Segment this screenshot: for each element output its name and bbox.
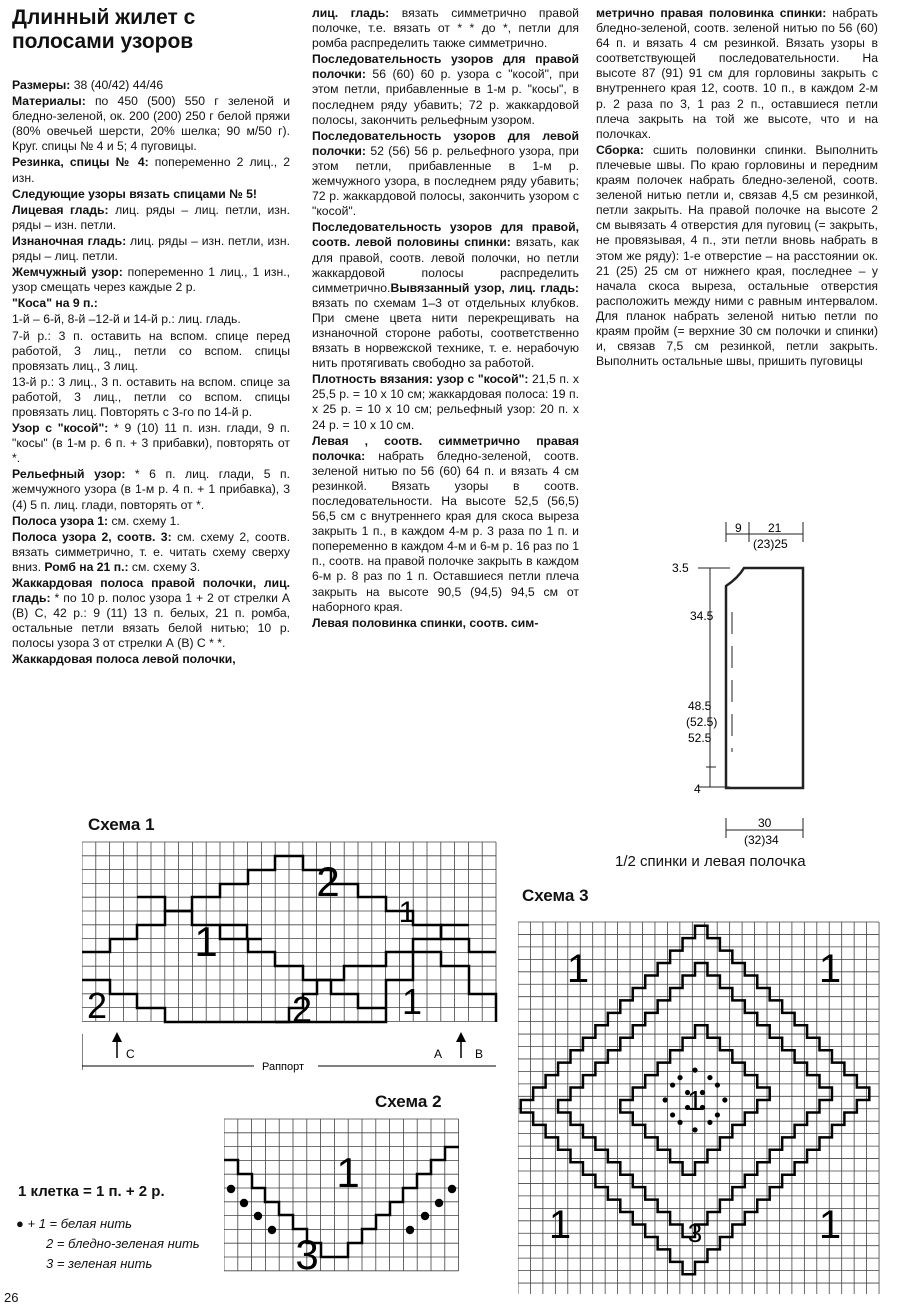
chart-3-dot xyxy=(715,1082,720,1087)
bold-lead: Резинка, спицы № 4: xyxy=(12,155,149,170)
legend-line-1: + 1 = белая нить xyxy=(27,1216,133,1231)
col2-paragraph xyxy=(312,6,579,51)
chart-1-number-1a: 1 xyxy=(194,918,218,965)
chart-3-number-1-bl: 1 xyxy=(548,1203,572,1247)
chart-3-number-1-center: 1 xyxy=(687,1085,703,1116)
legend-line-2: 2 = бледно-зеленая нить xyxy=(46,1236,200,1251)
chart-1-number-1c: 1 xyxy=(401,981,423,1022)
chart-1-grid xyxy=(82,838,502,1078)
chart-1-number-2b: 2 xyxy=(86,985,108,1026)
legend-line-3: 3 = зеленая нить xyxy=(46,1256,153,1271)
bold-lead: Жаккардовая полоса левой полочки, xyxy=(12,652,236,667)
chart-3-grid xyxy=(518,920,880,1294)
chart-3-number-1-tl: 1 xyxy=(566,947,590,991)
dim-4: 4 xyxy=(694,782,701,796)
garment-schematic xyxy=(660,512,900,877)
chart-3-dot xyxy=(677,1120,682,1125)
bold-lead: Жемчужный узор: xyxy=(12,265,123,280)
chart-1-rapport-label: Раппорт xyxy=(262,1061,305,1073)
chart-3-dot xyxy=(677,1075,682,1080)
paragraph-text: 13-й р.: 3 лиц., 3 п. оставить на вспом. спице за работой, 3 лиц., петли со вспом. спицы провязать лиц. Повторять с 3-го по 14-й р. xyxy=(12,374,290,419)
chart-2-dot xyxy=(268,1226,276,1234)
chart-2-dot xyxy=(448,1185,456,1193)
paragraph-text: вязать симметрично правой полочке, т.е. вязать от * * до *, петли для ромба распределить также симметрично. xyxy=(312,6,579,51)
bold-lead: Рельефный узор: xyxy=(12,467,126,482)
chart-1-number-2a: 2 xyxy=(316,858,340,905)
bold-lead: Размеры: xyxy=(12,78,71,92)
paragraph-text: вязать по схемам 1–3 от отдельных клубков. При смене цвета нити перекрещивать на изнаночной стороне работы, соответственно вязать в норвежской технике, т. е. нерабочую нить протягивать свободно за работой. xyxy=(312,295,579,371)
col1-paragraph xyxy=(12,514,290,529)
col1-paragraph xyxy=(12,375,290,420)
col2-paragraph xyxy=(312,129,579,220)
paragraph-text: 38 (40/42) 44/46 xyxy=(70,78,164,92)
chart-2-dot xyxy=(240,1199,248,1207)
chart-3-dot xyxy=(692,1068,697,1073)
col1-paragraph xyxy=(12,329,290,374)
chart-1-arrow-c-head xyxy=(112,1032,122,1042)
chart-3-dot xyxy=(692,1127,697,1132)
chart-2-title: Схема 2 xyxy=(375,1092,442,1111)
paragraph-text: лиц. ряды – лиц. петли, изн. ряды – изн. петли. xyxy=(12,202,290,232)
dim-top-c: (23)25 xyxy=(753,537,788,551)
chart-2-dot xyxy=(254,1212,262,1220)
paragraph-text: см. схему 1. xyxy=(108,513,180,528)
paragraph-text: * 6 п. лиц. глади, 5 п. жемчужного узора (в 1-м р. 4 п. + 1 прибавка), 3 (4) 5 п. лиц. глади, повторять от *. xyxy=(12,467,290,512)
chart-1-label-a: A xyxy=(434,1047,443,1061)
paragraph-text: вязать, как для правой, соотв. левой полочки, но петли жаккардовой полосы распределить симметрично. xyxy=(312,235,580,295)
bold-lead: Жаккардовая полоса правой полочки, лиц. гладь: xyxy=(12,576,290,606)
chart-1-number-2c: 2 xyxy=(291,989,313,1030)
dim-52-5: 52.5 xyxy=(688,731,712,745)
legend-cell: 1 клетка = 1 п. + 2 р. xyxy=(18,1183,165,1200)
col1-paragraph xyxy=(12,296,290,311)
chart-2-number-1: 1 xyxy=(336,1149,360,1196)
col1-paragraph xyxy=(12,234,290,264)
paragraph-text: см. схему 3. xyxy=(128,559,201,574)
paragraph-text: * по 10 р. полос узора 1 + 2 от стрелки А (В) С, 42 р.: 9 (11) 13 п. белых, 21 п. ромба, остальные петли вязать белой нитью; 10 р. полосы узора 3 от стрелки А (В) С * *. xyxy=(12,591,290,651)
chart-3-dot xyxy=(707,1120,712,1125)
column-3-body xyxy=(596,6,878,369)
paragraph-text: * 9 (10) 11 п. изн. глади, 9 п. "косы" (в 1-м р. 6 п. + 3 прибавки), повторять от *. xyxy=(12,421,290,466)
paragraph-text: по 450 (500) 550 г зеленой и бледно-зеленой, ок. 200 (200) 250 г белой пряжи (80% овечьей шерсти, 20% шелка; 90 м/50 г). Круг. спицы № 4 и 5; 4 пуговицы. xyxy=(12,94,290,154)
bold-lead: Сборка: xyxy=(596,142,644,157)
bold-lead: Полоса узора 1: xyxy=(12,513,109,528)
paragraph-text: 7-й р.: 3 п. оставить на вспом. спице перед работой, 3 лиц., петли со вспом. спицы провязать лиц., 3 лиц. xyxy=(12,328,290,373)
bold-lead: Лицевая гладь: xyxy=(12,202,109,217)
bold-lead: Узор с "косой": xyxy=(12,421,109,436)
bullet-icon: ● xyxy=(16,1216,24,1231)
bold-lead: Последовательность узоров для левой полочки: xyxy=(312,128,579,158)
chart-2-dot xyxy=(406,1226,414,1234)
chart-2-dot xyxy=(421,1212,429,1220)
col2-paragraph xyxy=(312,372,579,432)
paragraph-text: попеременно 1 лиц., 1 изн., узор смещать через каждые 2 р. xyxy=(12,265,291,295)
paragraph-text: 56 (60) 60 р. узора с "косой", при этом петли, прибавленные в 1-м р. "косы", в последнем ряду убавить; 72 р. жаккардовой полосы, закончить рельефным узором. xyxy=(312,67,579,127)
chart-3-dot xyxy=(707,1075,712,1080)
bold-lead: Левая половинка спинки, соотв. сим- xyxy=(312,615,539,630)
paragraph-text: лиц. ряды – изн. петли, изн. ряды – лиц. петли. xyxy=(12,233,290,264)
bold-lead: Последовательность узоров для правой, соотв. левой половины спинки: xyxy=(312,220,579,250)
dim-34-5: 34.5 xyxy=(690,609,714,623)
bold-lead: Последовательность узоров для правой полочки: xyxy=(312,52,579,82)
chart-2-dot xyxy=(227,1185,235,1193)
dim-top-a: 9 xyxy=(735,521,742,535)
col1-paragraph xyxy=(12,94,290,154)
chart-3-number-3: 3 xyxy=(687,1218,703,1248)
bold-lead: метрично правая половинка спинки: xyxy=(596,6,827,20)
bold-lead: Плотность вязания: узор с "косой": xyxy=(312,372,529,387)
dim-top-b: 21 xyxy=(768,521,782,535)
text-column-3 xyxy=(596,6,878,370)
col1-paragraph xyxy=(12,187,290,202)
legend xyxy=(16,1214,200,1274)
schematic-caption: 1/2 спинки и левая полочка xyxy=(615,853,806,870)
dim-52-5-paren: (52.5) xyxy=(686,715,718,729)
column-2-body xyxy=(312,6,579,631)
bold-lead: Материалы: xyxy=(12,94,86,109)
chart-2-number-3: 3 xyxy=(295,1231,319,1273)
bold-lead: лиц. гладь: xyxy=(312,6,390,20)
col1-paragraph xyxy=(12,467,290,512)
paragraph-text: 52 (56) 56 р. рельефного узора, при этом петли, прибавленные в 1-м р. жемчужного узора, в последнем ряду убавить; 72 р. жаккардовой полосы, закончить узором с "косой". xyxy=(312,143,579,219)
col1-paragraph xyxy=(12,78,290,93)
dim-bottom-a: 30 xyxy=(758,816,772,830)
chart-2-dot xyxy=(435,1199,443,1207)
chart-1-triangle xyxy=(220,925,262,939)
col1-paragraph xyxy=(12,312,290,327)
paragraph-text: набрать бледно-зеленой, соотв. зеленой нитью по 56 (60) 64 п. и вязать 4 см резинкой. Вязать узоры в соотв. последовательности. На высоте 52,5 (56,5) 56,5 см с внутреннего края для скоса выреза закрыть 1 п., в каждом 4-м р. 3 раза по 1 п. и попеременно в каждом 4-м и 6-м р. 16 раз по 1 п., соотв. на правой полочке закрыть в каждом 6-м р. 8 раз по 1 п. Оставшиеся петли плеча закрыть на высоте 90,5 (94,5) 94,5 см от наборного края. xyxy=(312,448,579,614)
text-column-2 xyxy=(312,6,579,632)
page-number: 26 xyxy=(4,1290,19,1305)
chart-3-dot xyxy=(663,1097,668,1102)
chart-1-label-b: B xyxy=(475,1047,484,1061)
page-title: Длинный жилет с полосами узоров xyxy=(12,6,196,53)
chart-1-title: Схема 1 xyxy=(88,815,155,834)
chart-3-dot xyxy=(715,1112,720,1117)
chart-1-arrow-ab-head xyxy=(456,1032,466,1042)
dim-bottom-b: (32)34 xyxy=(744,833,779,847)
col1-paragraph xyxy=(12,203,290,233)
col1-paragraph xyxy=(12,530,290,575)
col1-paragraph xyxy=(12,652,290,667)
col3-paragraph xyxy=(596,6,878,142)
col3-paragraph xyxy=(596,143,878,369)
bold-lead: "Коса" на 9 п.: xyxy=(12,296,98,311)
paragraph-text: набрать бледно-зеленой, соотв. зеленой нитью по 56 (60) 64 п. и вязать 4 см резинкой. Вязать узоры в соответствующей последовательности. На высоте 87 (91) 91 см для горловины закрыть с внутреннего края 12, соотв. 10 п., в каждом 2-м р. 2 раза по 3, 1 раз 2 п., оставшиеся петли плеча закрыть на той же высоте, что и на полочках. xyxy=(596,6,878,141)
col1-paragraph xyxy=(12,155,290,185)
col2-paragraph xyxy=(312,52,579,127)
col1-paragraph xyxy=(12,576,290,651)
col2-paragraph xyxy=(312,434,579,615)
paragraph-text: попеременно 2 лиц., 2 изн. xyxy=(12,155,290,185)
dim-3-5: 3.5 xyxy=(672,561,689,575)
chart-1-label-c: C xyxy=(126,1047,135,1061)
column-1-body xyxy=(12,78,290,668)
chart-3-dot xyxy=(722,1097,727,1102)
chart-3-dot xyxy=(670,1112,675,1117)
text-column-1 xyxy=(12,6,290,669)
bold-lead: Левая , соотв. симметрично правая полочка: xyxy=(312,433,579,463)
chart-3-dot xyxy=(670,1082,675,1087)
bold-lead: Полоса узора 2, соотв. 3: xyxy=(12,529,172,544)
chart-3-number-1-tr: 1 xyxy=(818,947,842,991)
bold-lead: Ромб на 21 п.: xyxy=(44,559,129,574)
chart-1-number-1b: 1 xyxy=(398,896,416,929)
dim-48-5: 48.5 xyxy=(688,699,712,713)
chart-3-number-1-br: 1 xyxy=(818,1203,842,1247)
chart-2-grid xyxy=(224,1117,464,1273)
paragraph-text: 21,5 п. х 25,5 р. = 10 х 10 см; жаккардовая полоса: 19 п. х 25 р. = 10 х 10 см; рельефный узор: 20 п. х 24 р. = 10 х 10 см. xyxy=(312,372,579,432)
col1-paragraph xyxy=(12,265,290,295)
bold-lead: Вывязанный узор, лиц. гладь: xyxy=(390,280,579,295)
paragraph-text: см. схему 2, соотв. вязать симметрично, т. е. читать схему сверху вниз. xyxy=(12,529,291,574)
col2-paragraph xyxy=(312,616,579,631)
bold-lead: Изнаночная гладь: xyxy=(12,233,127,248)
chart-3-title: Схема 3 xyxy=(522,886,589,905)
bold-lead: Следующие узоры вязать спицами № 5! xyxy=(12,186,257,201)
col1-paragraph xyxy=(12,421,290,466)
col2-paragraph xyxy=(312,220,579,371)
paragraph-text: 1-й – 6-й, 8-й –12-й и 14-й р.: лиц. гладь. xyxy=(12,312,241,327)
paragraph-text: сшить половинки спинки. Выполнить плечевые швы. По краю горловины и передним краям полочек набрать бледно-зеленой, соотв. зеленой нитью петли и, связав 4,5 см резинкой, петли закрыть. На правой полочке на высоте 2 см вывязать 4 отверстия для пуговиц (= закрыть, не провязывая, 4 п., эти петли вновь набрать в этом же ряду): 1-е отверстие – на расстоянии ок. 21 (25) 25 см от нижнего края, последнее – у начала скоса выреза, остальные отверстия расположить между ними с равным интервалом. Для планок набрать зеленой нитью петли по краям пройм (= верхние 30 см полочки и спинки) и, связав 7,5 см резинкой, петли закрыть. Выполнить остальные швы, пришить пуговицы xyxy=(596,142,878,369)
